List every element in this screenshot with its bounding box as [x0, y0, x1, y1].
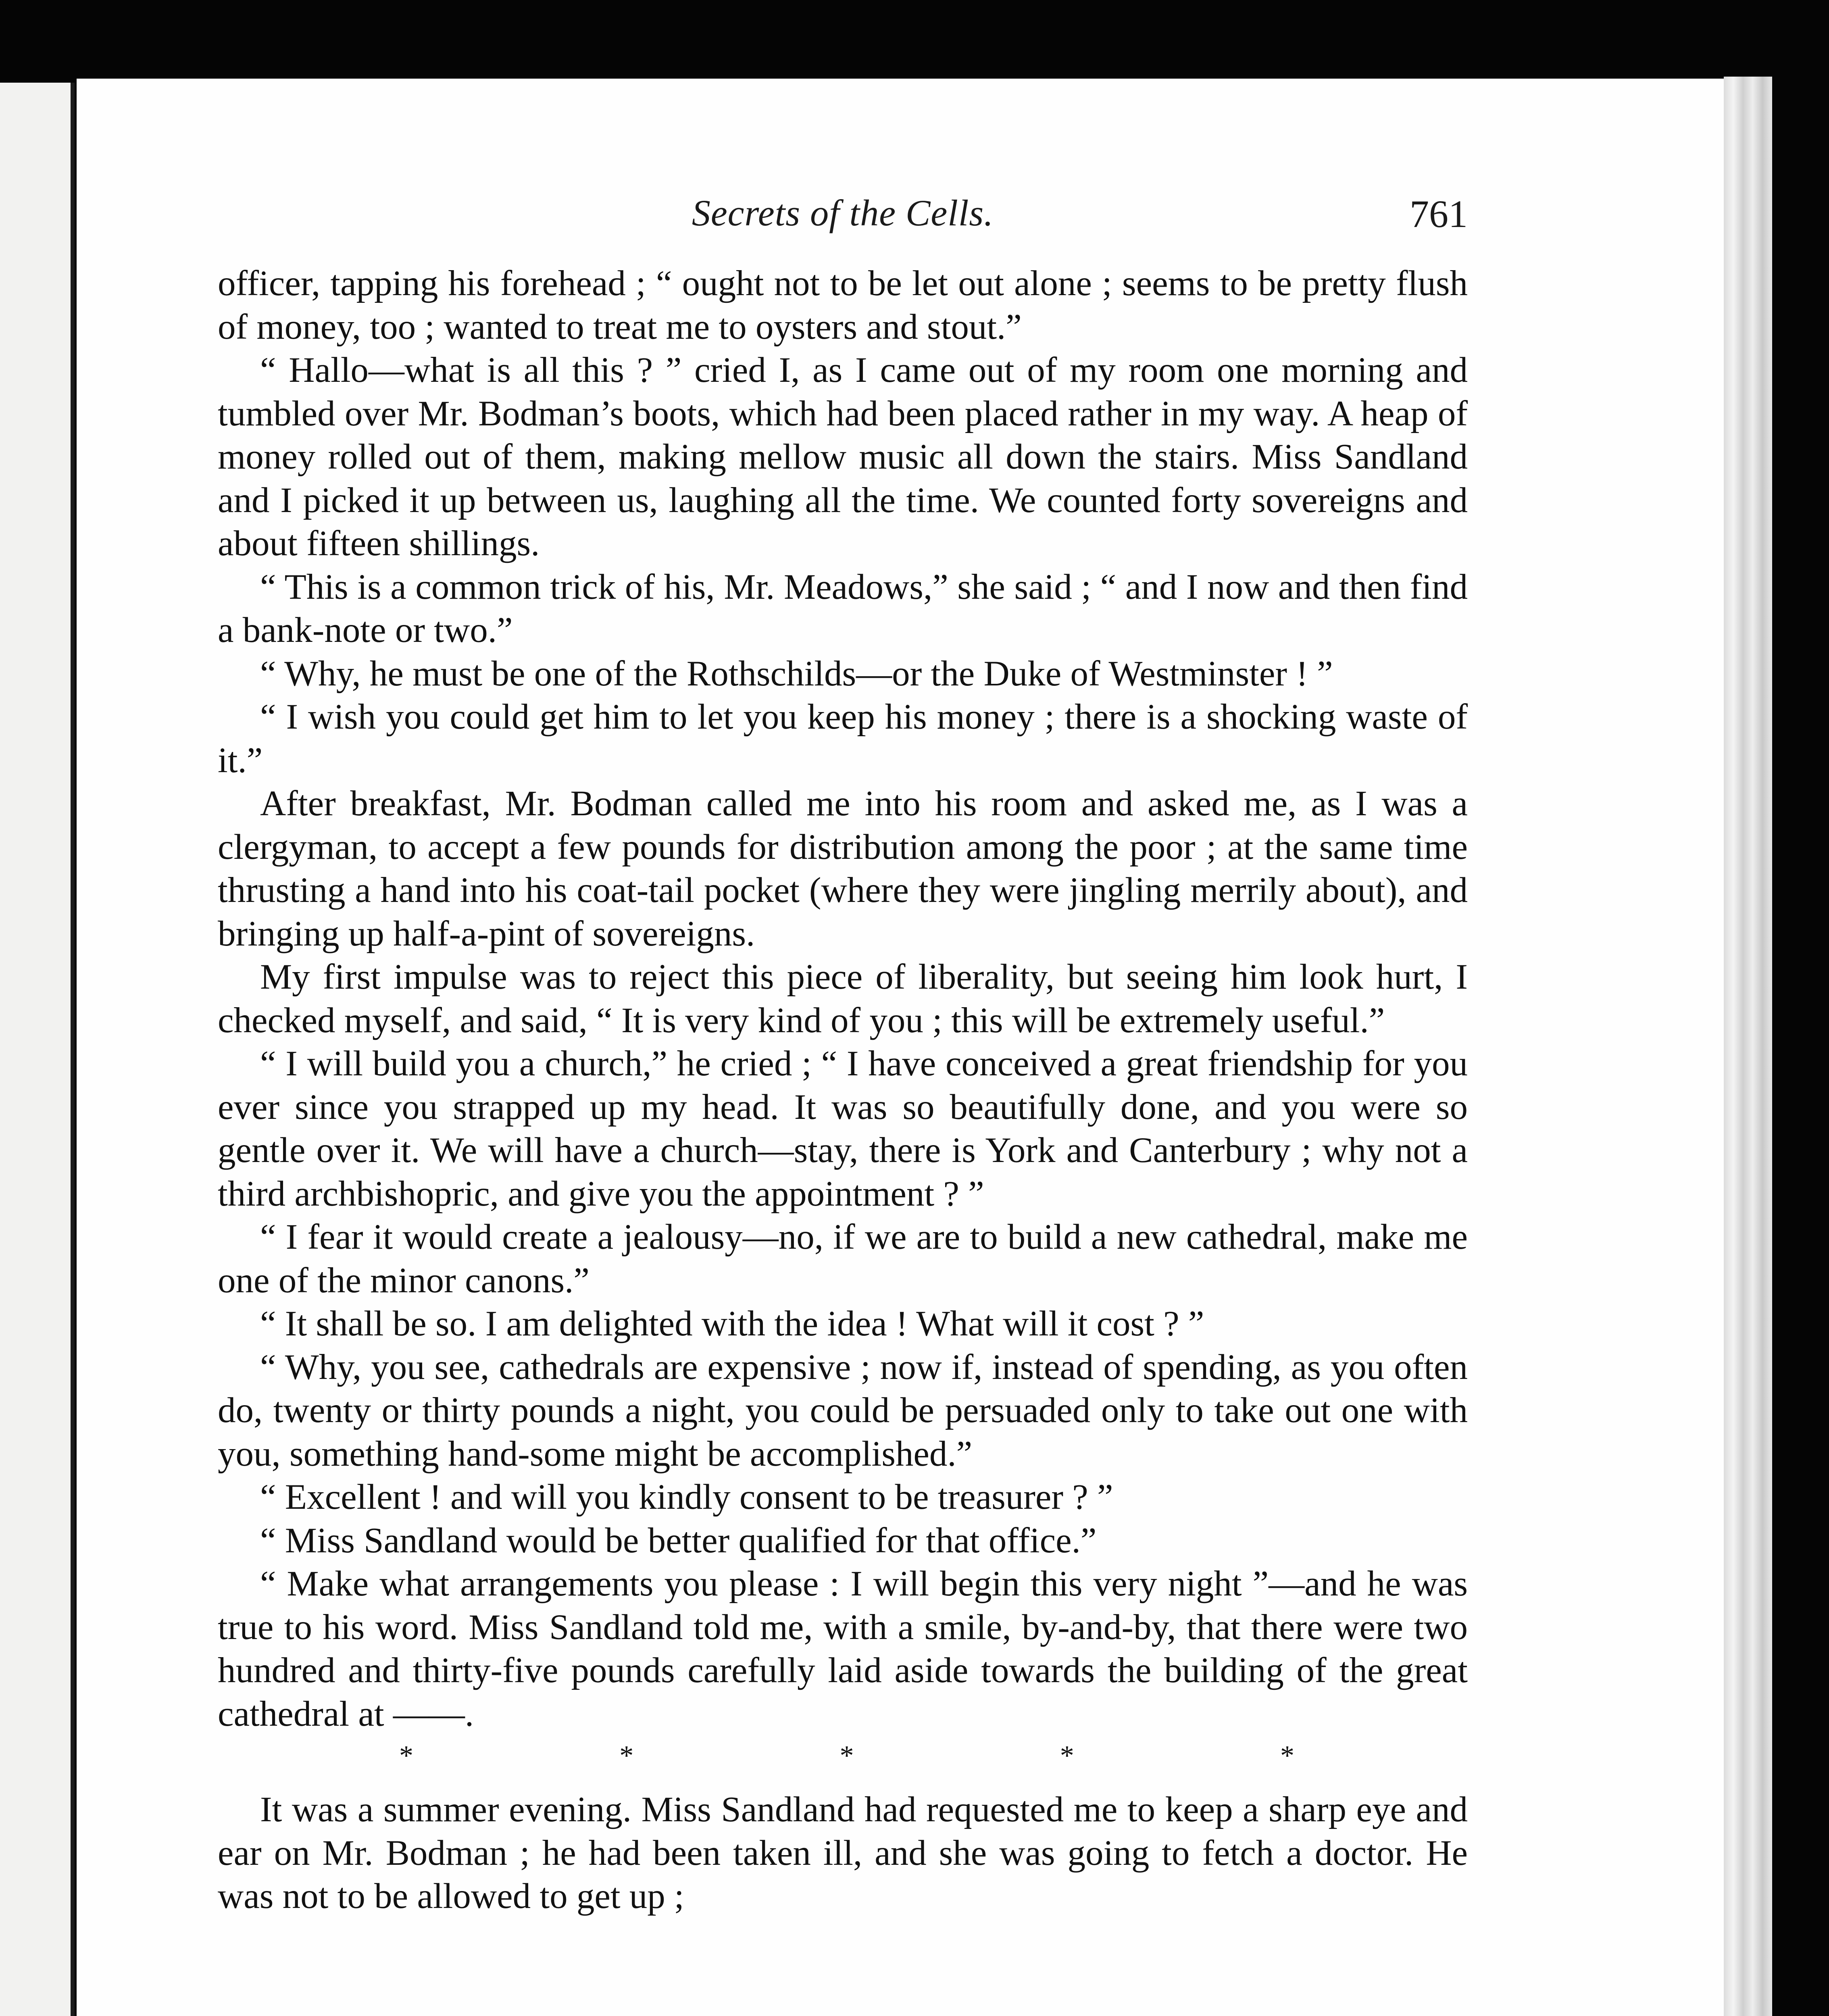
paragraph: It was a summer evening. Miss Sandland had requested me to keep a sharp eye and ear on Mr. Bodman ; he had been taken ill, and she was going to fetch a doctor. He was not to be allowed to get up ;: [218, 1790, 1468, 1916]
paragraph: “ Why, you see, cathedrals are expensive ; now if, instead of spending, as you often do, twenty or thirty pounds a night, you could be persuaded only to take out one with you, something hand-some might be accomplished.”: [218, 1347, 1468, 1474]
section-break-star: *: [840, 1740, 854, 1771]
section-break-star: *: [399, 1740, 413, 1771]
section-break-star: *: [619, 1740, 634, 1771]
paragraph: “ I wish you could get him to let you keep his money ; there is a shocking waste of it.”: [218, 697, 1468, 780]
paragraph: “ I fear it would create a jealousy—no, if we are to build a new cathedral, make me one of the minor canons.”: [218, 1217, 1468, 1300]
page-stack-edge: [1724, 77, 1772, 2016]
paragraph: “ It shall be so. I am delighted with the idea ! What will it cost ? ”: [260, 1304, 1204, 1343]
running-head: [218, 192, 1468, 248]
paragraph: officer, tapping his forehead ; “ ought not to be let out alone ; seems to be pretty flush of money, too ; wanted to treat me to oysters and stout.”: [218, 264, 1468, 347]
paragraph: “ Miss Sandland would be better qualified for that office.”: [260, 1520, 1097, 1560]
paragraph: “ I will build you a church,” he cried ; “ I have conceived a great friendship for you ever since you strapped up my head. It was so beautifully done, and you were so gentle over it. We will have a church—stay, there is York and Canterbury ; why not a third archbishopric, and give you the appointment ? ”: [218, 1044, 1468, 1214]
paragraph: My first impulse was to reject this piece of liberality, but seeing him look hurt, I checked myself, and said, “ It is very kind of you ; this will be extremely useful.”: [218, 957, 1468, 1040]
paragraph: “ Excellent ! and will you kindly consent to be treasurer ? ”: [260, 1477, 1113, 1517]
paragraph: After breakfast, Mr. Bodman called me into his room and asked me, as I was a clergyman, to accept a few pounds for distribution among the poor ; at the same time thrusting a hand into his coat-tail pocket (where they were jingling merrily about), and bringing up half-a-pint of sovereigns.: [218, 784, 1468, 954]
section-break: [218, 1736, 1468, 1788]
paragraph: “ Why, he must be one of the Rothschilds—or the Duke of Westminster ! ”: [260, 654, 1333, 694]
body-text: [218, 262, 1468, 1918]
section-break-star: *: [1060, 1740, 1074, 1771]
paragraph: “ Make what arrangements you please : I will begin this very night ”—and he was true to his word. Miss Sandland told me, with a smile, by-and-by, that there were two hundred and thirty-five pounds carefully laid aside towards the building of the great cathedral at ——.: [218, 1564, 1468, 1734]
paragraph: “ This is a common trick of his, Mr. Meadows,” she said ; “ and I now and then find a bank-note or two.”: [218, 567, 1468, 650]
section-break-star: *: [1280, 1740, 1294, 1771]
running-title: Secrets of the Cells.: [692, 192, 994, 233]
left-page-edge: [0, 83, 75, 2016]
paragraph: “ Hallo—what is all this ? ” cried I, as I came out of my room one morning and tumbled over Mr. Bodman’s boots, which had been placed rather in my way. A heap of money rolled out of them, making mellow music all down the stairs. Miss Sandland and I picked it up between us, laughing all the time. We counted forty sovereigns and about fifteen shillings.: [218, 350, 1468, 563]
page-number: 761: [1410, 192, 1468, 235]
